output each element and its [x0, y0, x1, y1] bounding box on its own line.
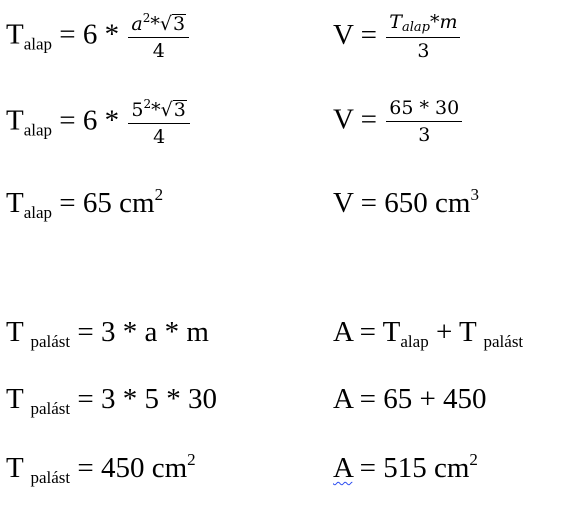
- surface-symbol-spellcheck: A: [333, 452, 353, 484]
- fraction-65x30-over-3: [386, 98, 462, 146]
- sqrt-sign: √: [160, 99, 173, 121]
- equation-surface-formula: [333, 318, 523, 350]
- tpalast-subscript: palást: [483, 332, 524, 351]
- num-base-a: a: [131, 13, 143, 35]
- tpalast-symbol: T: [6, 452, 31, 484]
- equation-tpalast-substituted: [6, 385, 217, 417]
- tpalast-subscript: palást: [30, 332, 71, 351]
- num-operator: *: [429, 11, 440, 33]
- equation-surface-result: [333, 451, 478, 483]
- fraction-a2-sqrt3-over-4: [128, 12, 189, 62]
- fraction-talap-m-over-3: [386, 12, 460, 62]
- talap-symbol: T: [6, 18, 24, 51]
- talap-subscript: alap: [23, 120, 53, 140]
- num-operator: *: [151, 99, 161, 121]
- equation-talap-formula: [6, 12, 189, 62]
- surface-value: = 515 cm: [352, 452, 470, 484]
- equation-tpalast-formula: [6, 318, 209, 350]
- fraction-denominator: 3: [418, 123, 431, 146]
- fraction-denominator: 4: [152, 39, 165, 62]
- fraction-denominator: 3: [417, 40, 430, 63]
- num-exponent: 2: [142, 11, 151, 25]
- volume-value: V = 650 cm: [333, 187, 471, 219]
- sqrt-argument: 3: [173, 99, 186, 121]
- tpalast-subscript: palást: [30, 468, 71, 487]
- sqrt-argument: 3: [172, 13, 186, 35]
- num-base-5: 5: [131, 99, 144, 121]
- talap-subscript: alap: [23, 34, 53, 54]
- unit-exponent: 2: [187, 450, 196, 469]
- num-m: m: [439, 11, 458, 33]
- tpalast-subscript: palást: [30, 399, 71, 418]
- sqrt-sign: √: [159, 13, 172, 35]
- equation-surface-substituted: [333, 385, 487, 414]
- equals-six-times: = 6 *: [52, 18, 127, 51]
- num-exponent: 2: [143, 97, 152, 111]
- fraction-numerator: [128, 98, 189, 124]
- surface-expression: A = 65 + 450: [333, 383, 487, 415]
- equals-six-times: = 6 *: [52, 104, 127, 137]
- num-operator: *: [150, 13, 160, 35]
- equation-volume-substituted: [333, 98, 462, 146]
- equation-tpalast-result: [6, 451, 196, 486]
- plus-t: + T: [428, 316, 484, 348]
- talap-symbol: T: [6, 104, 24, 137]
- unit-exponent: 2: [469, 450, 478, 469]
- tpalast-expression: = 3 * 5 * 30: [70, 383, 217, 415]
- tpalast-symbol: T: [6, 316, 31, 348]
- tpalast-expression: = 3 * a * m: [70, 316, 209, 348]
- tpalast-symbol: T: [6, 383, 31, 415]
- talap-value: = 65 cm: [52, 187, 155, 219]
- fraction-numerator: [386, 12, 460, 38]
- unit-exponent: 3: [470, 185, 479, 204]
- volume-lhs: V =: [333, 18, 385, 51]
- fraction-denominator: 4: [153, 125, 166, 148]
- fraction-numerator: [128, 12, 189, 38]
- equation-talap-result: [6, 186, 163, 221]
- surface-lhs: A = T: [333, 316, 401, 348]
- talap-subscript: alap: [23, 203, 53, 222]
- equation-volume-formula: [333, 12, 460, 62]
- volume-lhs: V =: [333, 103, 385, 136]
- equation-volume-result: [333, 186, 479, 218]
- num-t: T: [389, 11, 402, 33]
- unit-exponent: 2: [154, 185, 164, 204]
- equation-talap-substituted: [6, 98, 190, 148]
- fraction-52-sqrt3-over-4: [128, 98, 189, 148]
- talap-symbol: T: [6, 187, 24, 219]
- talap-subscript: alap: [400, 332, 429, 351]
- tpalast-value: = 450 cm: [70, 452, 188, 484]
- fraction-numerator: 65 * 30: [386, 98, 462, 122]
- num-subscript: alap: [401, 20, 430, 35]
